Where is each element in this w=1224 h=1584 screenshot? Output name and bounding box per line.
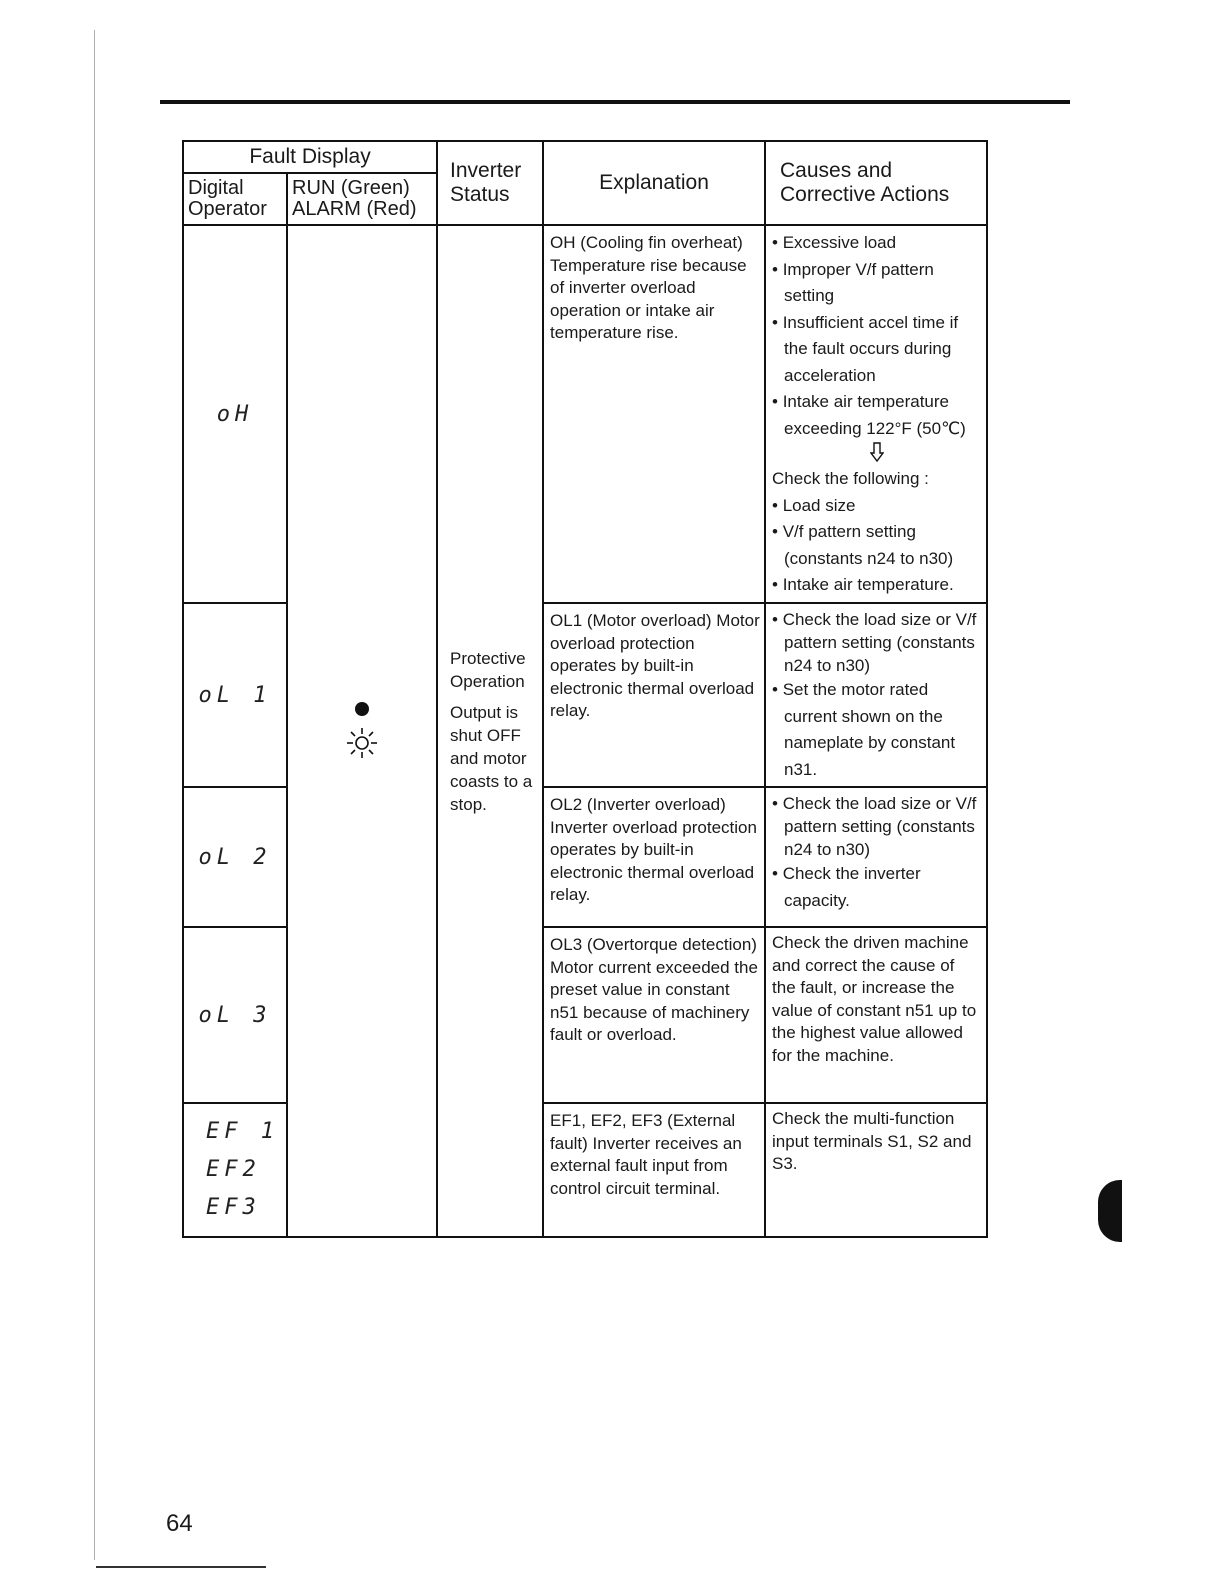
explanation-ol3: OL3 (Overtorque detection) Motor current exceeded the preset value in constant n51 because of machinery fault or overload. — [543, 927, 765, 1103]
fault-code-ol3 — [183, 927, 287, 1103]
header-run-alarm: RUN (Green) ALARM (Red) — [287, 173, 437, 225]
segment-display-code: EF 1 — [206, 1119, 279, 1144]
header-inverter-status: Inverter Status — [437, 141, 543, 225]
fault-code-ef — [183, 1103, 287, 1237]
down-arrow-icon — [772, 442, 982, 466]
explanation-ol1: OL1 (Motor overload) Motor overload protection operates by built-in electronic thermal overload relay. — [543, 603, 765, 787]
cause-item: • Check the inverter capacity. — [772, 864, 921, 910]
cause-item: • Check the load size or V/f pattern setting (constants n24 to n30) — [772, 794, 977, 859]
cause-item: • Improper V/f pattern setting — [772, 259, 934, 305]
header-digital-operator: Digital Operator — [183, 173, 287, 225]
explanation-oh: OH (Cooling fin overheat) Temperature rise because of inverter overload operation or intake air temperature rise. — [543, 225, 765, 603]
page-number: 64 — [166, 1510, 193, 1537]
status-protective-operation: Protective Operation — [450, 648, 526, 691]
header-fault-display: Fault Display — [183, 141, 437, 173]
cause-item: • Insufficient accel time if the fault occurs during acceleration — [772, 312, 959, 385]
causes-ef — [765, 1103, 987, 1237]
binding-margin-line — [94, 30, 95, 1560]
cause-item: • Excessive load — [772, 233, 897, 252]
footer-rule — [96, 1566, 266, 1568]
causes-ol2 — [765, 787, 987, 927]
explanation-ef: EF1, EF2, EF3 (External fault) Inverter receives an external fault input from control circuit terminal. — [543, 1103, 765, 1237]
explanation-ol2: OL2 (Inverter overload) Inverter overload protection operates by built-in electronic thermal overload relay. — [543, 787, 765, 927]
segment-display-code: EF2 — [206, 1157, 261, 1182]
segment-display-code: oL 2 — [198, 844, 272, 870]
fault-code-oh — [183, 225, 287, 603]
causes-ol1 — [765, 603, 987, 787]
cause-item: Check the driven machine and correct the cause of the fault, or increase the value of constant n51 up to the highest value allowed for the machine. — [772, 933, 977, 1065]
lamp-off-dot-icon — [355, 702, 369, 716]
header-explanation: Explanation — [543, 141, 765, 225]
header-causes: Causes and Corrective Actions — [765, 141, 987, 225]
causes-oh — [765, 225, 987, 603]
segment-display-code: oH — [216, 401, 254, 427]
fault-code-ol1 — [183, 603, 287, 787]
cause-item: • V/f pattern setting (constants n24 to n30) — [772, 522, 954, 568]
segment-display-code: oL 1 — [198, 682, 272, 708]
segment-display-code: EF3 — [206, 1195, 261, 1220]
cause-item: • Intake air temperature exceeding 122°F (50℃) — [772, 392, 966, 438]
header-rule — [160, 100, 1070, 104]
cause-item: • Load size — [772, 495, 856, 515]
fault-table — [182, 140, 988, 1238]
cause-item: • Set the motor rated current shown on the nameplate by constant n31. — [772, 680, 956, 779]
lamp-indicators — [287, 225, 437, 1237]
cause-item: Check the multi-function input terminals S1, S2 and S3. — [772, 1109, 972, 1173]
inverter-status-cell — [437, 225, 543, 1237]
fault-code-ol2 — [183, 787, 287, 927]
cause-item: • Intake air temperature. — [772, 575, 954, 594]
cause-item: • Check the load size or V/f pattern setting (constants n24 to n30) — [772, 610, 977, 675]
causes-ol3 — [765, 927, 987, 1103]
status-output-shut-off: Output is shut OFF and motor coasts to a stop. — [450, 702, 533, 814]
segment-display-code: oL 3 — [198, 1002, 272, 1028]
lamp-on-sun-icon — [345, 726, 379, 760]
section-thumb-tab — [1098, 1180, 1122, 1242]
cause-item: Check the following : — [772, 469, 929, 488]
